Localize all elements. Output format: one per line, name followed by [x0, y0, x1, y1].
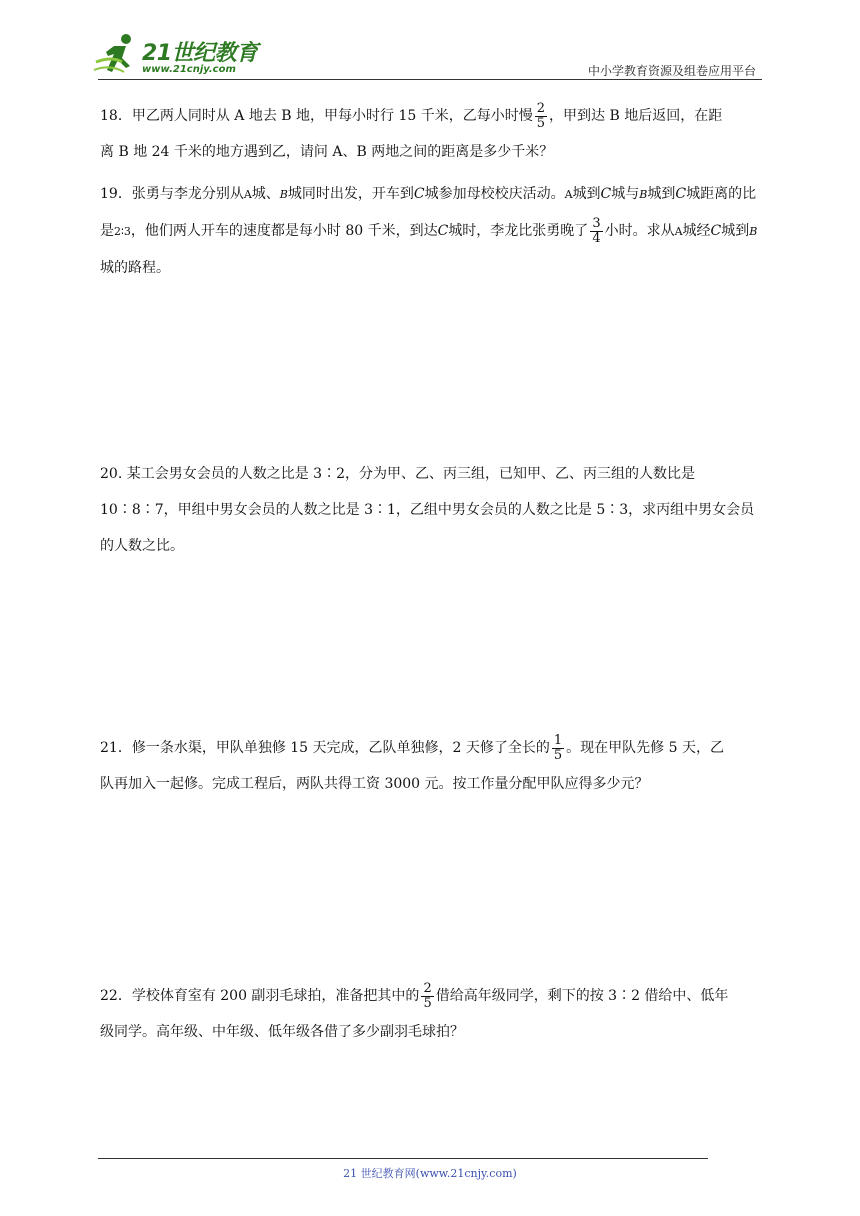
question-21 — [100, 730, 762, 802]
q21-line1: 21．修一条水渠，甲队单独修 15 天完成，乙队单独修，2 天修了全长的 $\frac{1}{5}$ 。现在甲队先修 5 天，乙 — [100, 732, 724, 763]
question-20 — [100, 456, 762, 564]
q18-line1: 18．甲乙两人同时从 A 地去 B 地，甲每小时行 15 千米，乙每小时慢 $\frac{2}{5}$ ，甲到达 B 地后返回，在距 — [100, 100, 723, 131]
question-18 — [100, 98, 762, 170]
q21-fraction: $\frac{1}{5}$ — [553, 732, 563, 763]
q22-line2: 级同学。高年级、中年级、低年级各借了多少副羽毛球拍？ — [100, 1024, 464, 1040]
q19-text: 19．张勇与李龙分别从A城、B城同时出发，开车到C城参加母校校庆活动。A城到C城与B城到C城距离的比是2∶3，他们两人开车的速度都是每小时 80 千米，到达C城时，李龙比张勇晚了 $\frac{3}{4}$ 小时。求从A城经C城到B城的路程。 — [100, 186, 758, 276]
logo-text: 21世纪教育 — [142, 41, 258, 66]
site-logo — [92, 32, 262, 80]
question-22 — [100, 978, 762, 1050]
q22-line1: 22．学校体育室有 200 副羽毛球拍，准备把其中的 $\frac{2}{5}$ 借给高年级同学，剩下的按 3∶2 借给中、低年 — [100, 980, 729, 1011]
site-name: 中小学教育资源及组卷应用平台 — [587, 64, 756, 78]
q18-line2: 离 B 地 24 千米的地方遇到乙，请问 A、B 两地之间的距离是多少千米？ — [100, 144, 554, 160]
q21-line2: 队再加入一起修。完成工程后，两队共得工资 3000 元。按工作量分配甲队应得多少元？ — [100, 776, 649, 792]
logo-url: www.21cnjy.com — [142, 64, 236, 75]
q20-text: 20. 某工会男女会员的人数之比是 3∶2，分为甲、乙、丙三组，已知甲、乙、丙三组的人数比是 10∶8∶7，甲组中男女会员的人数之比是 3∶1，乙组中男女会员的人数之比是 5∶3，求丙组中男女会员的人数之比。 — [100, 466, 755, 554]
footer-link[interactable]: 21 世纪教育网(www.21cnjy.com) — [343, 1167, 517, 1180]
q22-fraction: $\frac{2}{5}$ — [423, 980, 432, 1011]
header-divider — [98, 79, 762, 80]
footer-divider — [98, 1158, 708, 1159]
q19-fraction: $\frac{3}{4}$ — [592, 215, 601, 246]
q18-fraction: $\frac{2}{5}$ — [536, 100, 546, 131]
question-19 — [100, 176, 762, 286]
runner-logo-icon — [92, 32, 140, 78]
